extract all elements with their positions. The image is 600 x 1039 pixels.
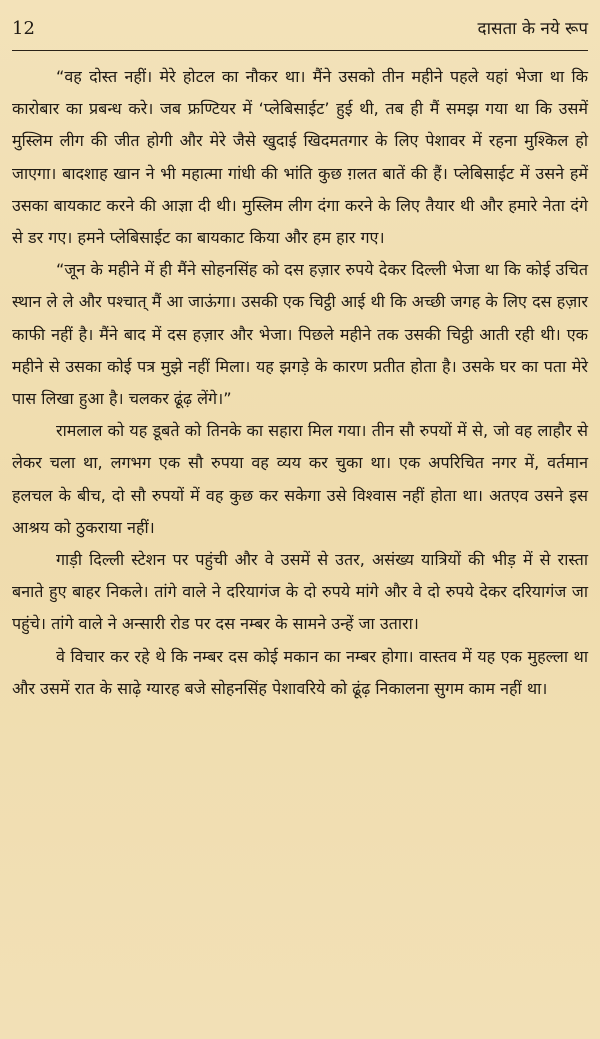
body-text [12,61,588,705]
paragraph-5: वे विचार कर रहे थे कि नम्बर दस कोई मकान का नम्बर होगा। वास्तव में यह एक मुहल्ला था और उसमें रात के साढ़े ग्यारह बजे सोहनसिंह पेशावरिये को ढूंढ़ निकालना सुगम काम नहीं था। [12,646,588,698]
page-number: 12 [12,18,35,39]
paragraph-2: “जून के महीने में ही मैंने सोहनसिंह को दस हज़ार रुपये देकर दिल्ली भेजा था कि कोई उचित स्थान ले ले और पश्चात् मैं आ जाऊंगा। उसकी एक चिट्ठी आई थी कि अच्छी जगह के लिए दस हज़ार काफी नहीं है। मैंने बाद में दस हज़ार और भेजा। पिछले महीने तक उसकी चिट्ठी आती रही थी। एक महीने से उसका कोई पत्र मुझे नहीं मिला। यह झगड़े के कारण प्रतीत होता है। उसके घर का पता मेरे पास लिखा हुआ है। चलकर ढूंढ़ लेंगे।” [12,260,588,409]
page-header [12,16,588,51]
paragraph-1: “वह दोस्त नहीं। मेरे होटल का नौकर था। मैंने उसको तीन महीने पहले यहां भेजा था कि कारोबार का प्रबन्ध करे। जब फ्रण्टियर में ‘प्लेबिसाईट’ हुई थी, तब ही मैं समझ गया था कि उसमें मुस्लिम लीग की जीत होगी और मेरे जैसे खुदाई खिदमतगार के लिए पेशावर में रहना मुश्किल हो जाएगा। बादशाह खान ने भी महात्मा गांधी की भांति कुछ ग़लत बातें की हैं। प्लेबिसाईट में उसने हमें उसका बायकाट करने की आज्ञा दी थी। मुस्लिम लीग दंगा करने के लिए तैयार थी और हमारे नेता दंगे से डर गए। हमने प्लेबिसाईट का बायकाट किया और हम हार गए। [12,67,588,248]
paragraph-3: रामलाल को यह डूबते को तिनके का सहारा मिल गया। तीन सौ रुपयों में से, जो वह लाहौर से लेकर चला था, लगभग एक सौ रुपया वह व्यय कर चुका था। एक अपरिचित नगर में, वर्तमान हलचल के बीच, दो सौ रुपयों में वह कुछ कर सकेगा उसे विश्वास नहीं होता था। अतएव उसने इस आश्रय को ठुकराया नहीं। [12,421,588,537]
paragraph-4: गाड़ी दिल्ली स्टेशन पर पहुंची और वे उसमें से उतर, असंख्य यात्रियों की भीड़ में से रास्ता बनाते हुए बाहर निकले। तांगे वाले ने दरियागंज के दो रुपये मांगे और वे दो रुपये देकर दरियागंज जा पहुंचे। तांगे वाले ने अन्सारी रोड पर दस नम्बर के सामने उन्हें जा उतारा। [12,550,588,634]
running-title: दासता के नये रूप [477,19,588,39]
